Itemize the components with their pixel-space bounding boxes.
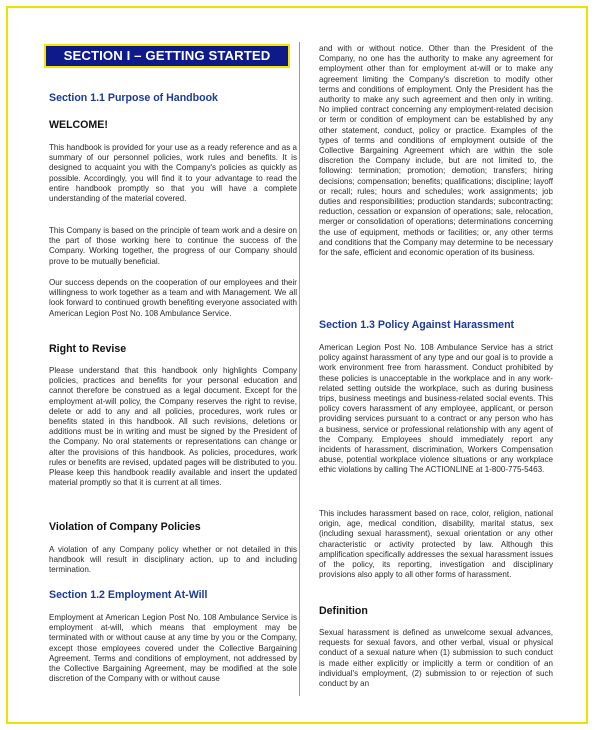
welcome-paragraph-3: Our success depends on the cooperation of our employees and their willingness to work together as a team and with Management. We all look forward to continued growth benefiting everyone associated with American Legion Post No. 108 Ambulance Service. (49, 278, 297, 318)
welcome-heading: WELCOME! (49, 119, 108, 131)
welcome-paragraph-2: This Company is based on the principle of team work and a desire on the part of those working here to continue the success of the Company. Working together, the progress of our Company should prove to be mutually beneficial. (49, 226, 297, 266)
welcome-paragraph-1: This handbook is provided for your use as a ready reference and as a summary of our personnel policies, work rules and benefits. It is designed to acquaint you with the Company's policies as quickly as possible. Accordingly, you will find it to your advantage to read the entire handbook promptly so that you will have a complete understanding of the material covered. (49, 143, 297, 204)
section-1-2-heading: Section 1.2 Employment At-Will (49, 589, 208, 601)
employment-at-will-paragraph: Employment at American Legion Post No. 108 Ambulance Service is employment at-will, which means that employment may be terminated with or without cause at any time by you or the Company, except those employees covered under the Collective Bargaining Agreement. Terms and conditions of employment, not addressed by the Collective Bargaining Agreement, may be modified at the sole discretion of the Company with or without cause (49, 613, 297, 684)
violation-paragraph: A violation of any Company policy whether or not detailed in this handbook will result in disciplinary action, up to and including termination. (49, 545, 297, 575)
column-divider (299, 42, 300, 696)
definition-paragraph: Sexual harassment is defined as unwelcome sexual advances, requests for sexual favors, and other verbal, visual or physical conduct of a sexual nature when (1) submission to such conduct is made either explicitly or implicitly a term or condition of an individual's employment, (2) submission to or rejection of such conduct by an (319, 628, 553, 689)
harassment-paragraph-1: American Legion Post No. 108 Ambulance Service has a strict policy against harassment of any type and our goal is to provide a work environment free from harassment. Conduct prohibited by these policies is unacceptable in the workplace and in any work-related setting outside the workplace, such as during business trips, business meetings and business-related social events. This policy covers harassment of any employee, applicant, or person providing services pursuant to a contract or any person who has a business, service or professional relationship with any agent of the Company. Employees should immediately report any incidents of harassment, discrimination, Workers Compensation abuse, potential workplace violence situations or any workplace ethic violations by calling The ACTIONLINE at 1-800-775-5463. (319, 343, 553, 475)
harassment-paragraph-2: This includes harassment based on race, color, religion, national origin, age, medical condition, disability, marital status, sex (including sexual harassment), sexual orientation or any other characteristic or activity protected by law. Although this amplification specifically addresses the sexual harassment issues of the policy, its reporting, investigation and disciplinary provisions also apply to all other forms of harassment. (319, 509, 553, 580)
definition-heading: Definition (319, 605, 368, 617)
section-banner: SECTION I – GETTING STARTED (44, 44, 290, 68)
right-to-revise-paragraph: Please understand that this handbook only highlights Company policies, practices and benefits for your personal education and cannot therefore be construed as a legal document. Except for the employment at-will policy, the Company reserves the right to revise, delete or add to any and all policies, procedures, work rules or benefits stated in this handbook. All such revisions, deletions or additions must be in writing and must be signed by the President of the Company. No oral statements or representations can change or alter the provisions of this handbook. As policies, procedures, work rules or benefits are revised, updated pages will be distributed to you. Please keep this handbook readily available and insert the updated material promptly so that it is current at all times. (49, 366, 297, 488)
section-1-3-heading: Section 1.3 Policy Against Harassment (319, 319, 515, 331)
violation-heading: Violation of Company Policies (49, 521, 201, 533)
section-1-1-heading: Section 1.1 Purpose of Handbook (49, 92, 218, 104)
employment-continued-paragraph: and with or without notice. Other than the President of the Company, no one has the authority to make any agreement for employment other than for employment at-will or to make any agreement limiting the Company's discretion to modify other terms and conditions of employment. Only the President has the authority to make any such agreement and then only in writing. No implied contract concerning any employment-related decision or term or condition of employment can be established by any other statement, conduct, policy or practice. Examples of the types of terms and conditions of employment outside of the Collective Bargaining Agreement which are within the sole discretion the Company include, but are not limited to, the following: termination; promotion; demotion; transfers; hiring decisions; compensation; benefits; qualifications; discipline; layoff or recall; rules; hours and schedules; work assignments; job duties and responsibilities; production standards; subcontracting; reduction, cessation or expansion of operations; sale, relocation, merger or consolidation of operations; determinations concerning the use of equipment, methods or facilities; or, any other terms and conditions that the Company may determine to be necessary for the safe, efficient and economic operation of its business. (319, 44, 553, 258)
right-to-revise-heading: Right to Revise (49, 343, 127, 355)
